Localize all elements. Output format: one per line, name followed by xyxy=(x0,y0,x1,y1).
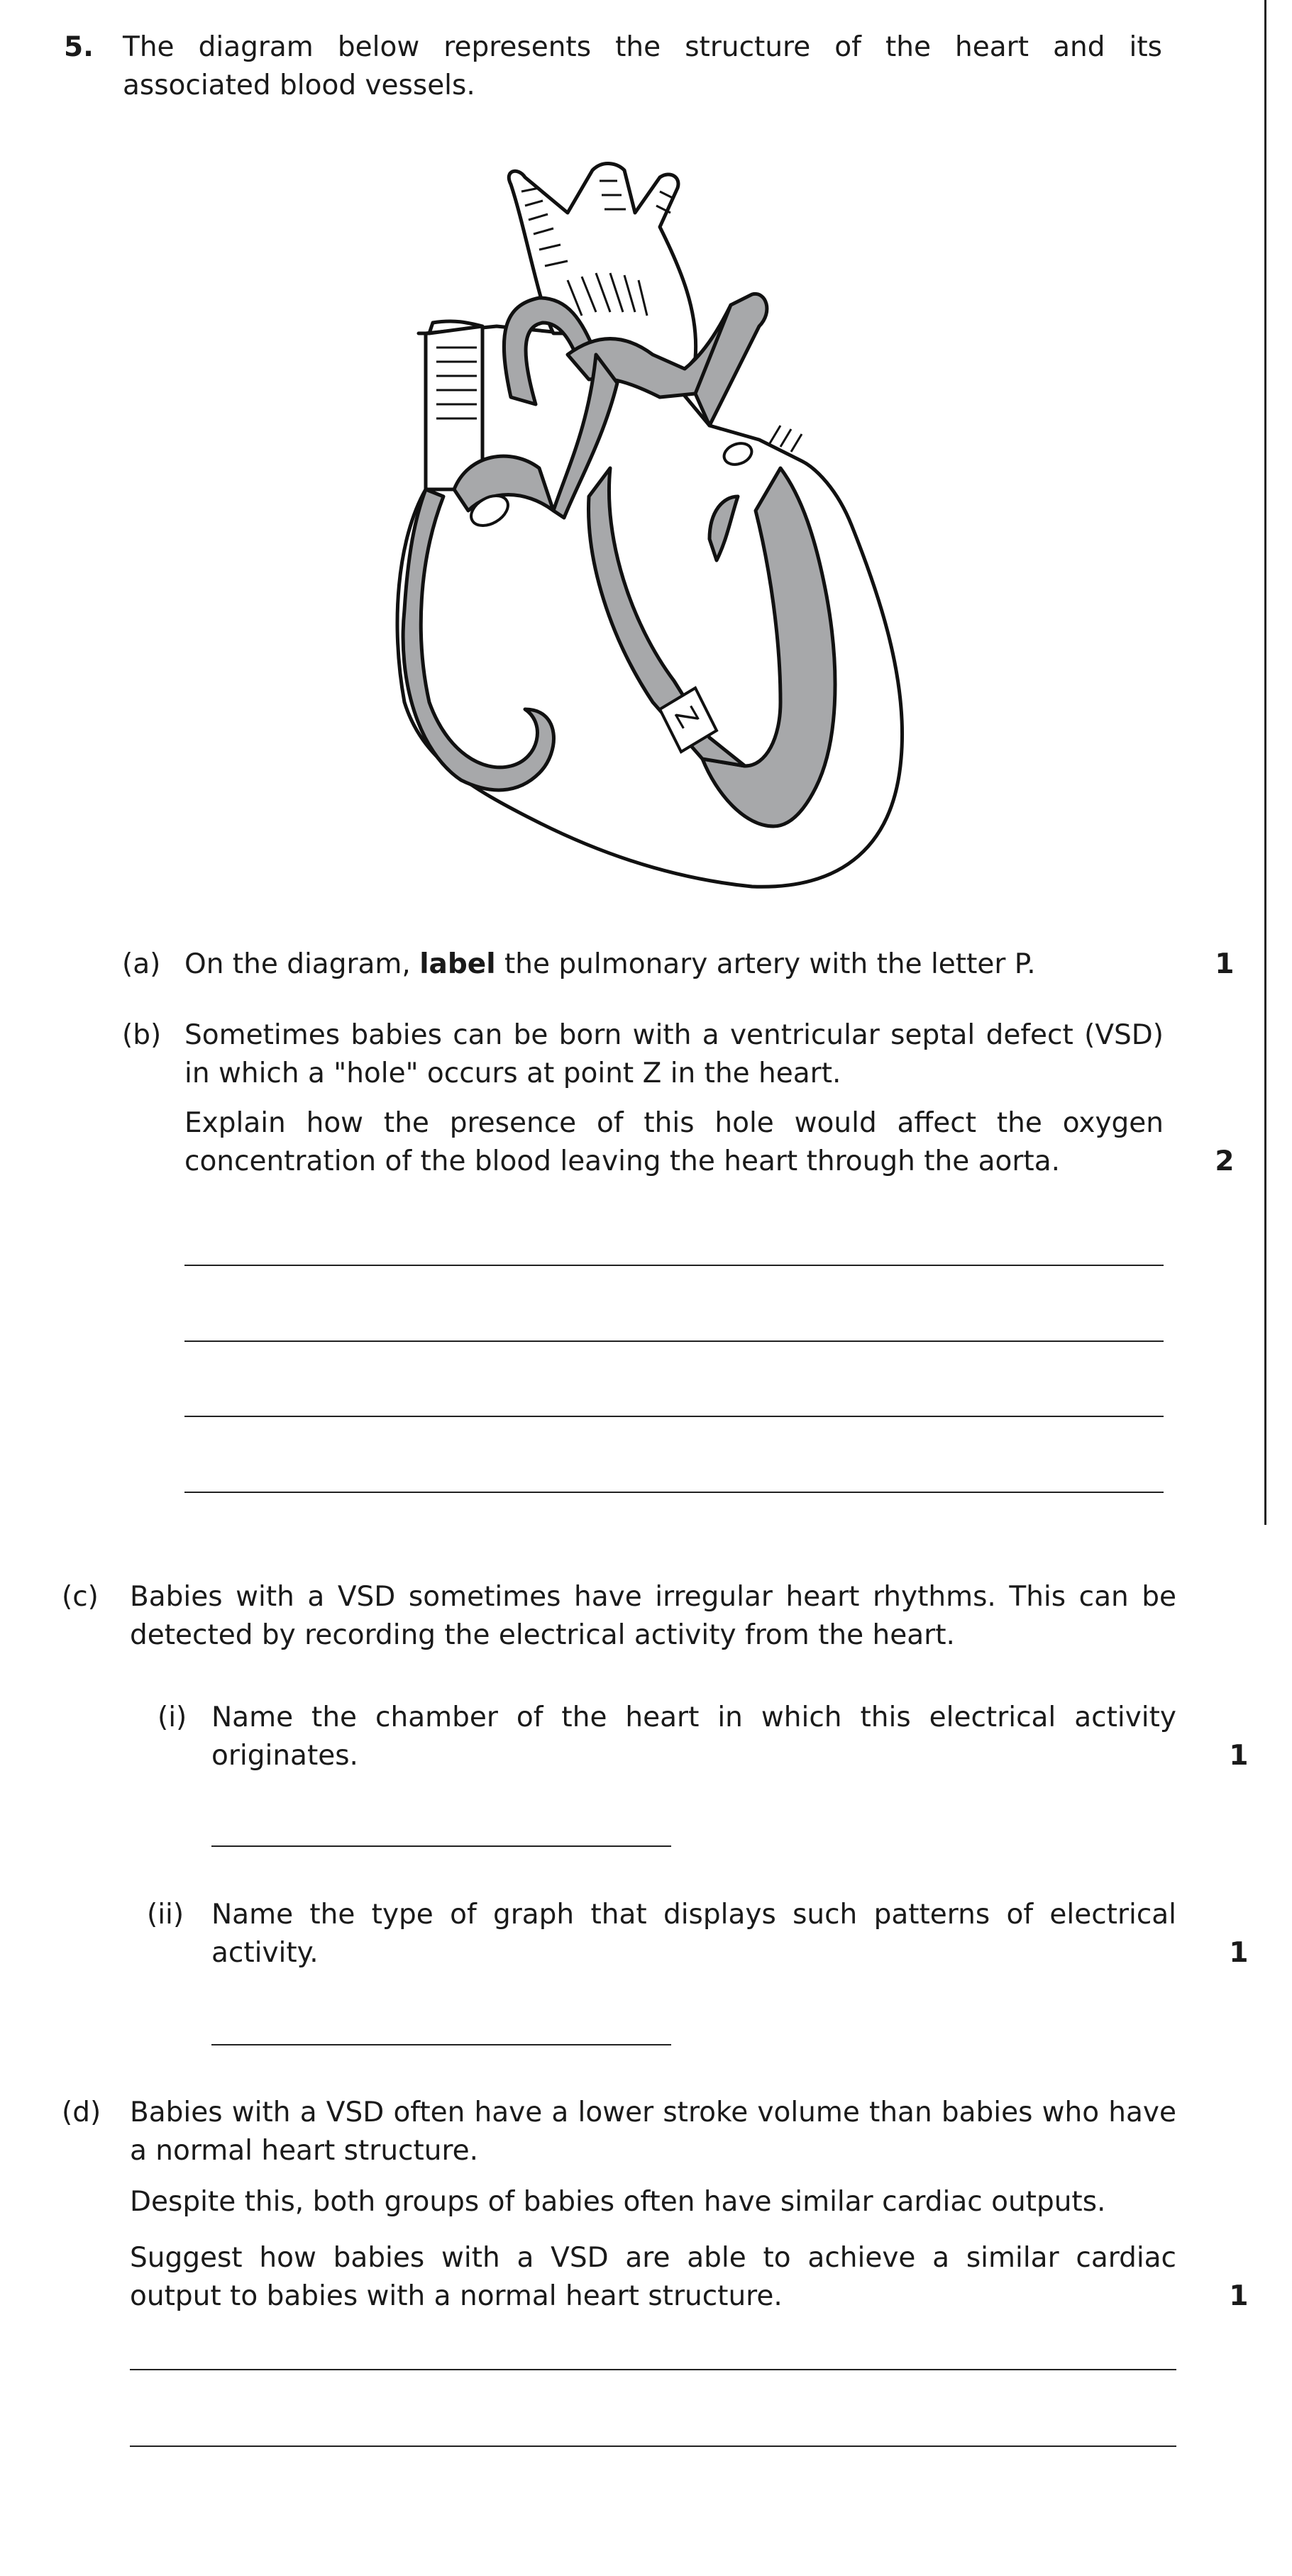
page-margin-rule xyxy=(1264,0,1266,1525)
part-a-text-pre: On the diagram, xyxy=(184,948,411,980)
part-b-answer-line-3[interactable] xyxy=(184,1416,1164,1417)
part-b-answer-line-2[interactable] xyxy=(184,1340,1164,1342)
part-c-ii-text: Name the type of graph that displays such patterns of electrical activity. xyxy=(211,1899,1176,1969)
part-c-ii-marks: 1 xyxy=(1229,1937,1249,1969)
heart-diagram xyxy=(369,142,929,901)
part-b-answer-line-4[interactable] xyxy=(184,1492,1164,1493)
part-b-text-1: Sometimes babies can be born with a ventricular septal defect (VSD) in which a "hole" occurs at point Z in the heart. xyxy=(184,1019,1164,1089)
part-a-text xyxy=(184,945,1164,984)
part-d-text-1: Babies with a VSD often have a lower stroke volume than babies who have a normal heart structure. xyxy=(130,2097,1176,2167)
part-c-ii-answer-line[interactable] xyxy=(211,2044,671,2045)
point-z-label[interactable]: Z xyxy=(668,701,705,733)
part-d-label: (d) xyxy=(62,2097,101,2128)
part-c-text: Babies with a VSD sometimes have irregular heart rhythms. This can be detected by recording the electrical activity from the heart. xyxy=(130,1581,1176,1651)
part-a-text-post: the pulmonary artery with the letter P. xyxy=(504,948,1036,980)
part-d-marks: 1 xyxy=(1229,2280,1249,2312)
part-a-text-bold: label xyxy=(419,948,496,980)
part-d-answer-line-2[interactable] xyxy=(130,2445,1176,2447)
part-b-text-2: Explain how the presence of this hole would affect the oxygen concentration of the blood leaving the heart through the aorta. xyxy=(184,1107,1164,1177)
part-a-label: (a) xyxy=(122,948,161,980)
part-c-label: (c) xyxy=(62,1581,99,1613)
part-d-text-2: Despite this, both groups of babies often have similar cardiac outputs. xyxy=(130,2186,1106,2218)
part-c-i-marks: 1 xyxy=(1229,1740,1249,1772)
part-c-i-answer-line[interactable] xyxy=(211,1845,671,1847)
part-b-answer-line-1[interactable] xyxy=(184,1265,1164,1266)
part-a-marks: 1 xyxy=(1215,948,1235,980)
part-b-label: (b) xyxy=(122,1019,162,1051)
part-d-answer-line-1[interactable] xyxy=(130,2369,1176,2370)
part-b-marks: 2 xyxy=(1215,1145,1235,1177)
question-intro: The diagram below represents the structure of the heart and its associated blood vessels. xyxy=(123,31,1162,101)
part-c-i-text: Name the chamber of the heart in which this electrical activity originates. xyxy=(211,1701,1176,1772)
question-number: 5. xyxy=(64,31,94,63)
part-c-ii-label: (ii) xyxy=(147,1899,184,1931)
part-c-i-label: (i) xyxy=(158,1701,187,1733)
part-d-text-3: Suggest how babies with a VSD are able to achieve a similar cardiac output to babies with a normal heart structure. xyxy=(130,2242,1176,2312)
